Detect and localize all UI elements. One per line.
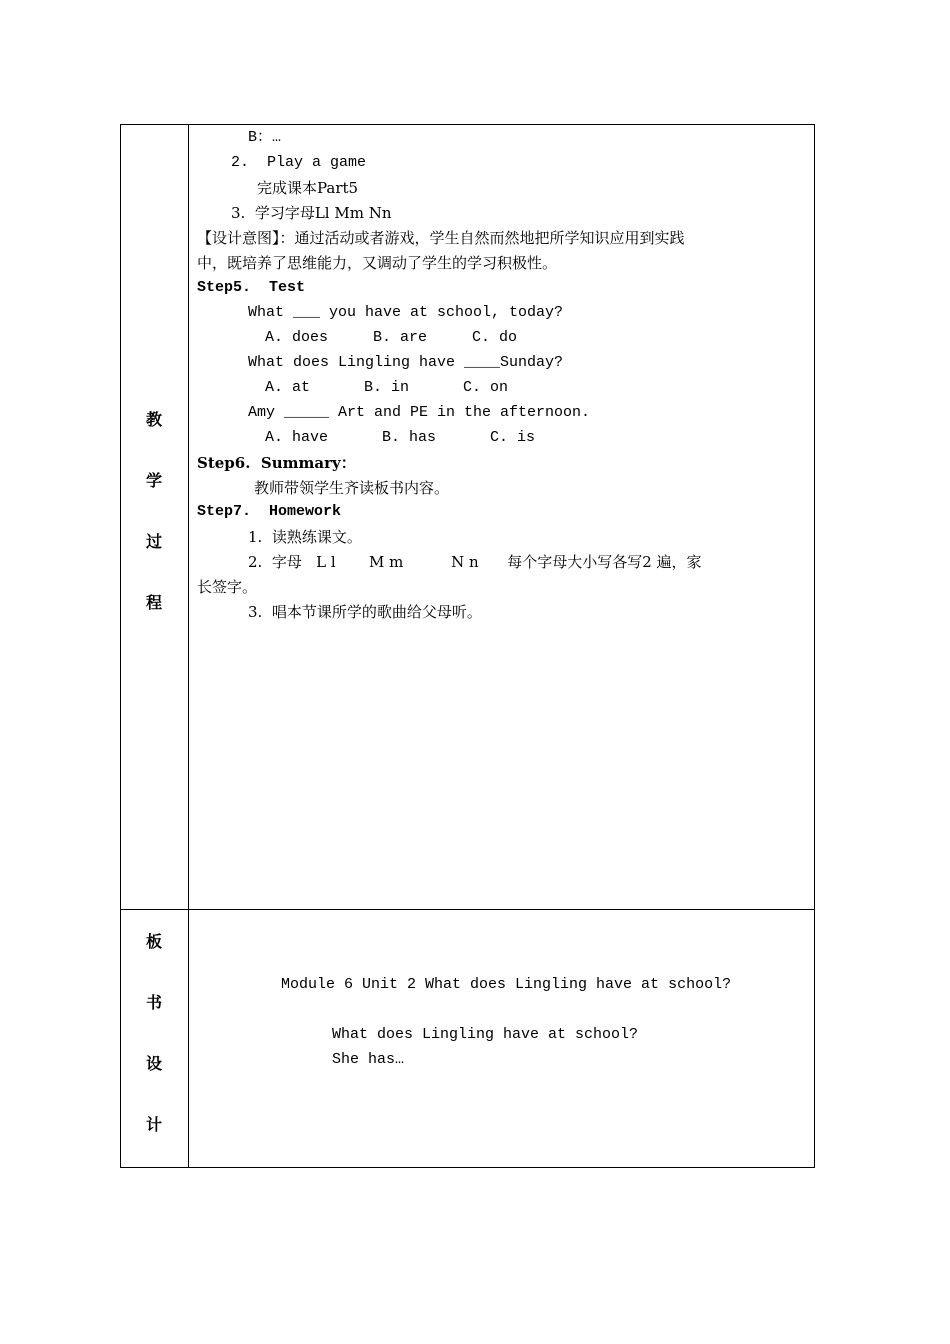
board-title: Module 6 Unit 2 What does Lingling have at school? — [281, 976, 732, 993]
board-label-char: 书 — [145, 993, 162, 1012]
summary-text: 教师带领学生齐读板书内容。 — [254, 479, 450, 497]
test-question: What does Lingling have ____Sunday? — [248, 354, 564, 371]
table-bottom-border — [120, 1167, 815, 1168]
table-column-divider — [188, 124, 189, 1168]
test-question: Amy _____ Art and PE in the afternoon. — [248, 404, 591, 421]
test-options: A. have B. has C. is — [265, 429, 536, 446]
test-question: What ___ you have at school, today? — [248, 304, 564, 321]
process-label-char: 过 — [145, 532, 162, 551]
homework-item: 2. 字母 L l M m N n 每个字母大小写各写2 遍，家 — [248, 553, 702, 571]
board-label-char: 计 — [145, 1115, 162, 1134]
homework-item: 1. 读熟练课文。 — [248, 528, 362, 546]
test-options: A. at B. in C. on — [265, 379, 509, 396]
table-top-border — [120, 124, 815, 125]
process-label-char: 程 — [145, 593, 162, 612]
activity-item: 2. Play a game — [231, 154, 367, 171]
step-heading: Step5. Test — [197, 279, 306, 296]
table-middle-border — [120, 909, 815, 910]
design-intent: 【设计意图】：通过活动或者游戏，学生自然而然地把所学知识应用到实践 — [197, 229, 685, 247]
test-options: A. does B. are C. do — [265, 329, 518, 346]
process-label-char: 学 — [145, 471, 162, 490]
homework-item: 3. 唱本节课所学的歌曲给父母听。 — [248, 603, 482, 621]
design-intent-cont: 中，既培养了思维能力，又调动了学生的学习积极性。 — [197, 254, 558, 272]
board-label-char: 板 — [145, 932, 162, 951]
table-right-border — [814, 124, 815, 1168]
activity-item: 3. 学习字母Ll Mm Nn — [231, 204, 392, 222]
board-answer: She has… — [332, 1051, 405, 1068]
process-label-char: 教 — [145, 410, 162, 429]
dialogue-line: B：… — [248, 129, 282, 146]
step-heading: Step6. Summary： — [197, 454, 356, 472]
activity-detail: 完成课本Part5 — [257, 179, 359, 197]
homework-item-cont: 长签字。 — [197, 578, 258, 596]
board-label-char: 设 — [145, 1054, 162, 1073]
step-heading: Step7. Homework — [197, 503, 342, 520]
board-question: What does Lingling have at school? — [332, 1026, 639, 1043]
